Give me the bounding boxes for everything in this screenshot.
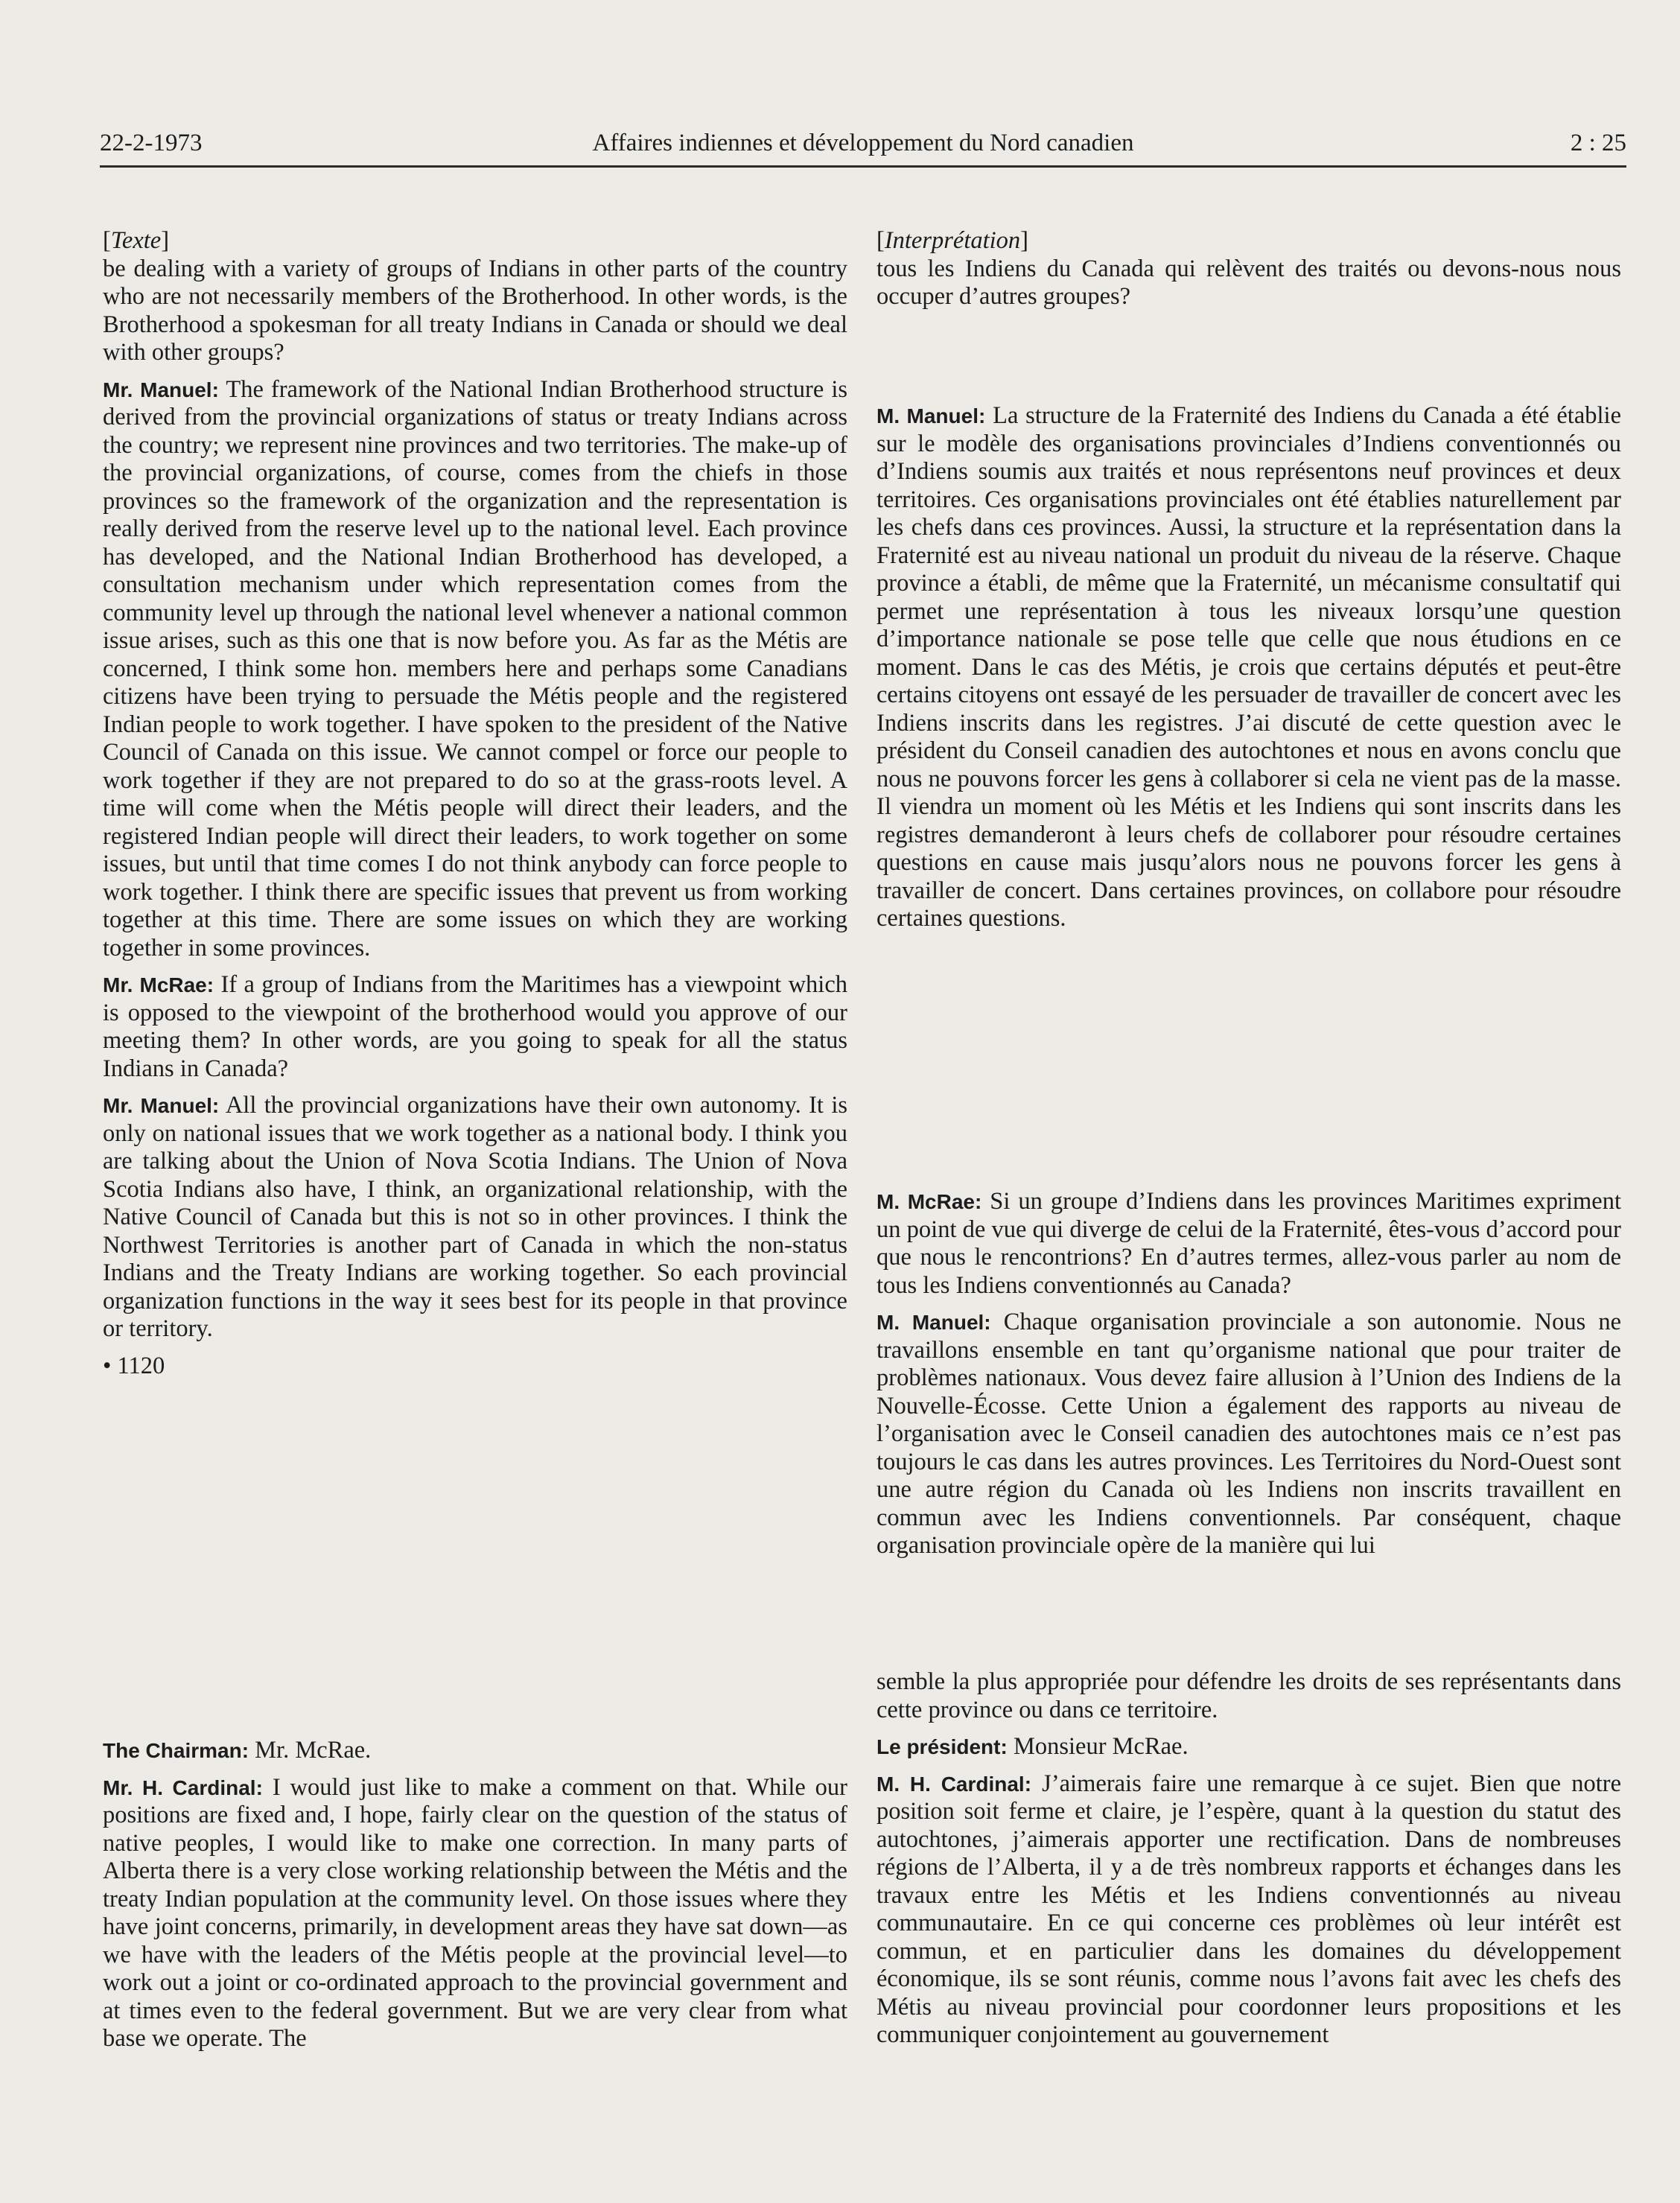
header-date: 22-2-1973 [100,130,203,156]
speech-paragraph: Mr. H. Cardinal: I would just like to make a comment on that. While our positions are fixed and, I hope, fairly clear on the question of the status of native peoples, I would like to make one correction. In many parts of Alberta there is a very close working relationship between the Métis and the treaty Indian population at the community level. On those issues where they have joint concerns, primarily, in development areas they have sat down—as we have with the leaders of the Métis people at the provincial level—to work out a joint or co-ordinated approach to the provincial government and at times even to the federal government. But we are very clear from what base we operate. The [103,1773,847,2052]
speaker-label: M. Manuel: [876,404,986,427]
speech-paragraph: M. McRae: Si un groupe d’Indiens dans les provinces Maritimes expriment un point de vue qui diverge de celui de la Fraternité, êtes-vous d’accord pour que nous le rencontrions? En d’autres termes, allez-vous parler au nom de tous les Indiens conventionnés au Canada? [876,1188,1621,1299]
speech-paragraph: Le président: Monsieur McRae. [876,1733,1189,1760]
english-column-top [103,227,847,1380]
french-column-top [876,227,1621,311]
speech-paragraph: The Chairman: Mr. McRae. [103,1737,372,1764]
speaker-label: M. McRae: [876,1190,982,1213]
paragraph: be dealing with a variety of groups of Indians in other parts of the country who are not necessarily members of the Brotherhood. In other words, is the Brotherhood a spokesman for all treaty Indians in Canada or should we deal with other groups? [103,255,847,366]
speaker-label: M. H. Cardinal: [876,1772,1032,1796]
french-column-bottom [876,1668,1621,2050]
paragraph: tous les Indiens du Canada qui relèvent des traités ou devons-nous nous occuper d’autres groupes? [876,255,1621,310]
speech-paragraph: M. Manuel: Chaque organisation provinciale a son autonomie. Nous ne travaillons ensemble en tant qu’organisme national que pour traiter de problèmes nationaux. Vous devez faire allusion à l’Union des Indiens de la Nouvelle-Écosse. Cette Union a également des rapports au niveau de l’organisation avec le Conseil canadien des autochtones mais ce n’est pas toujours le cas dans les autres provinces. Les Territoires du Nord-Ouest sont une autre région du Canada où les Indiens non inscrits travaillent en commun avec les Indiens conventionnels. Par conséquent, chaque organisation provinciale opère de la manière qui lui [876,1309,1621,1559]
speech-paragraph: Mr. McRae: If a group of Indians from the Maritimes has a viewpoint which is opposed to the viewpoint of the brotherhood would you approve of our meeting them? In other words, are you going to speak for all the status Indians in Canada? [103,971,848,1082]
paragraph: semble la plus appropriée pour défendre les droits de ses représentants dans cette province ou dans ce territoire. [876,1668,1621,1723]
speech-paragraph: M. Manuel: La structure de la Fraternité des Indiens du Canada a été établie sur le modèle des organisations provinciales d’Indiens conventionnés ou d’Indiens soumis aux traités et nous représentons neuf provinces et deux territoires. Ces organisations provinciales ont été établies naturellement par les chefs dans ces provinces. Aussi, la structure et la représentation dans la Fraternité est au niveau national un produit du niveau de la réserve. Chaque province a établi, de même que la Fraternité, un mécanisme consultatif qui permet une représentation à tous les niveaux lorsqu’une question d’importance nationale se pose telle que celle que nous étudions en ce moment. Dans le cas des Métis, je crois que certains députés et peut-être certains citoyens ont essayé de les persuader de travailler de concert avec les Indiens inscrits dans les registres. J’ai discuté de cette question avec le président du Conseil canadien des autochtones et nous en avons conclu que nous ne pouvons forcer les gens à collaborer si cela ne vient pas de la masse. Il viendra un moment où les Métis et les Indiens qui sont inscrits dans les registres demanderont à leurs chefs de collaborer pour résoudre certaines questions en cause mais jusqu’alors nous ne pouvons forcer les gens à travailler de concert. Dans certaines provinces, on collabore pour résoudre certaines questions. [876,402,1622,932]
french-column-block-3 [876,1188,1621,1560]
speaker-label: Mr. McRae: [103,973,214,996]
english-column-bottom [103,1737,847,2053]
header-page-number: 2 : 25 [1570,130,1626,156]
speaker-label: Mr. H. Cardinal: [103,1776,263,1799]
french-column-block-2 [876,402,1621,933]
speech-paragraph: Mr. Manuel: The framework of the National Indian Brotherhood structure is derived from the provincial organizations of status or treaty Indians across the country; we represent nine provinces and two territories. The make-up of the provincial organizations, of course, comes from the chiefs in those provinces so the framework of the organization and the representation is really derived from the reserve level up to the national level. Each province has developed, and the National Indian Brotherhood has developed, a consultation mechanism under which representation comes from the community level up through the national level whenever a national common issue arises, such as this one that is now before you. As far as the Métis are concerned, I think some hon. members here and perhaps some Canadians citizens have been trying to persuade the Métis people and the registered Indian people to work together. I have spoken to the president of the Native Council of Canada on this issue. We cannot compel or force our people to work together if they are not prepared to do so at the grass-roots level. A time will come when the Métis people will direct their leaders, and the registered Indian people will direct their leaders, to work together on some issues, but until that time comes I do not think anybody can force people to work together. I think there are specific issues that prevent us from working together at this time. There are some issues on which they are working together in some provinces. [103,375,847,961]
running-header [100,130,1626,162]
speech-paragraph: Mr. Manuel: All the provincial organizations have their own autonomy. It is only on national issues that we work together as a national body. I think you are talking about the Union of Nova Scotia Indians. The Union of Nova Scotia Indians also have, I think, an organizational relationship, with the Native Council of Canada but this is not so in other provinces. I think the Northwest Territories is another part of Canada in which the non-status Indians and the Treaty Indians are working together. So each provincial organization functions in the way it sees best for its people in that province or territory. [103,1092,848,1342]
header-title: Affaires indiennes et développement du Nord canadien [592,130,1134,156]
section-label-french: [Interprétation] [876,227,1028,254]
time-marker: • 1120 [103,1352,165,1379]
header-rule [100,165,1626,168]
speaker-label: Mr. Manuel: [103,378,219,401]
speaker-label: Mr. Manuel: [103,1094,220,1117]
speaker-label: M. Manuel: [876,1311,991,1334]
speaker-label: Le président: [876,1735,1008,1758]
section-label-english: [Texte] [103,227,170,254]
speech-paragraph: M. H. Cardinal: J’aimerais faire une remarque à ce sujet. Bien que notre position soit ferme et claire, je l’espère, quant à la question du statut des autochtones, j’aimerais apporter une rectification. Dans de nombreuses régions de l’Alberta, il y a de très nombreux rapports et échanges dans les travaux entre les Métis et les Indiens conventionnés au niveau communautaire. En ce qui concerne ces problèmes où leur intérêt est commun, et en particulier dans les domaines du développement économique, ils se sont réunis, comme nous l’avons fait avec les chefs des Métis au niveau provincial pour coordonner leurs propositions et les communiquer conjointement au gouvernement [876,1770,1621,2048]
speaker-label: The Chairman: [103,1739,249,1762]
